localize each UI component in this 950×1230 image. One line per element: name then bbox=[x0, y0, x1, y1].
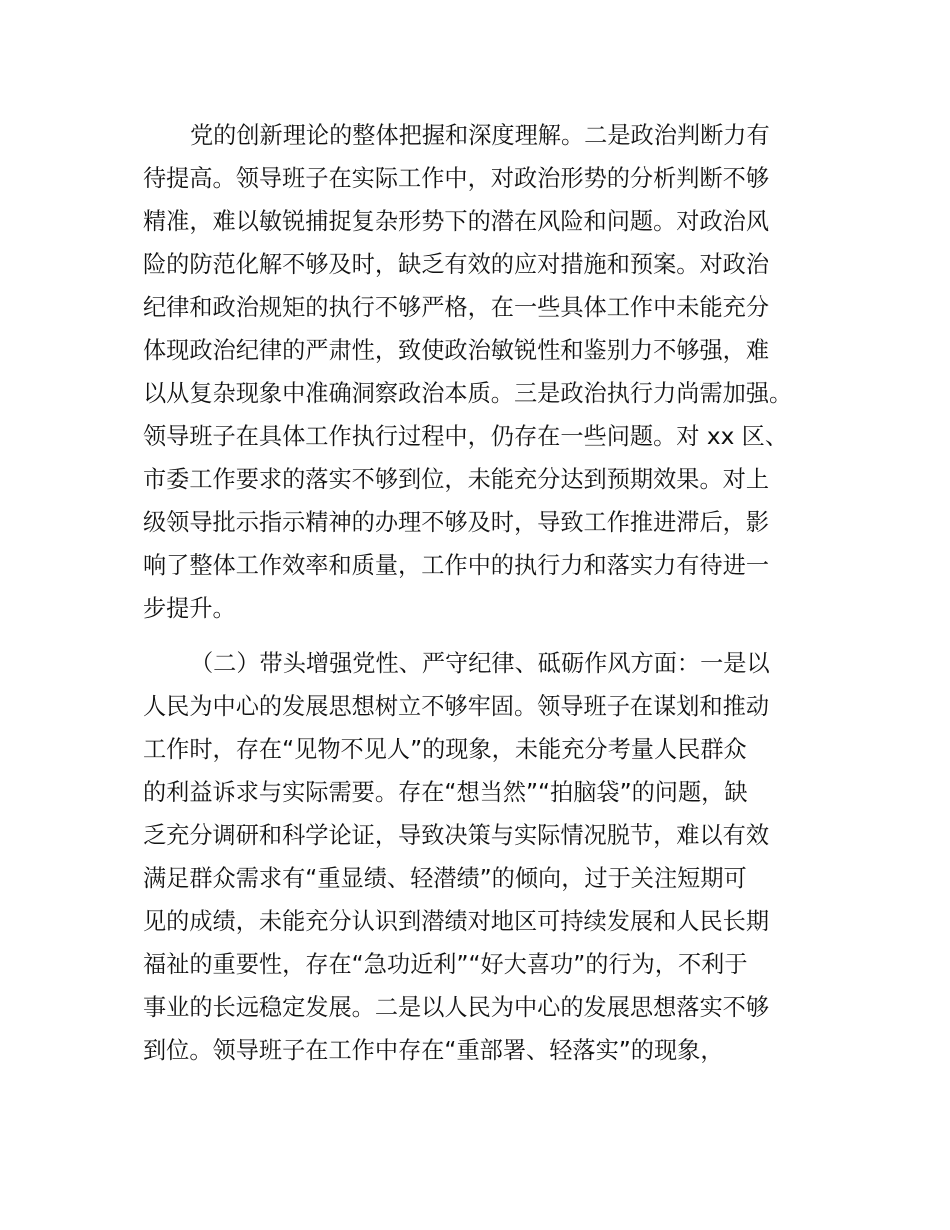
text-line: 福祉的重要性，存在“急功近利”“好大喜功”的行为，不利于 bbox=[143, 951, 748, 978]
text-line: 到位。领导班子在工作中存在“重部署、轻落实”的现象， bbox=[143, 1037, 724, 1064]
text-line: 体现政治纪律的严肃性，致使政治敏锐性和鉴别力不够强，难 bbox=[143, 337, 770, 364]
text-line: 险的防范化解不够及时，缺乏有效的应对措施和预案。对政治 bbox=[143, 251, 770, 278]
text-line: 工作时，存在“见物不见人”的现象，未能充分考量人民群众 bbox=[143, 736, 747, 763]
text-line: 待提高。领导班子在实际工作中，对政治形势的分析判断不够 bbox=[143, 165, 770, 192]
text-line: 级领导批示指示精神的办理不够及时，导致工作推进滞后，影 bbox=[143, 509, 770, 536]
text-line: 党的创新理论的整体把握和深度理解。二是政治判断力有 bbox=[190, 122, 770, 149]
text-line: 市委工作要求的落实不够到位，未能充分达到预期效果。对上 bbox=[143, 466, 770, 493]
text-line: 见的成绩，未能充分认识到潜绩对地区可持续发展和人民长期 bbox=[143, 908, 770, 935]
text-line: 步提升。 bbox=[143, 595, 236, 622]
text-line: 的利益诉求与实际需要。存在“想当然”“拍脑袋”的问题，缺 bbox=[143, 779, 748, 806]
text-line: （二）带头增强党性、严守纪律、砥砺作风方面：一是以 bbox=[190, 650, 770, 677]
text-line: 领导班子在具体工作执行过程中，仍存在一些问题。对 xx 区、 bbox=[143, 423, 789, 450]
text-line: 以从复杂现象中准确洞察政治本质。三是政治执行力尚需加强。 bbox=[143, 380, 793, 407]
text-line: 事业的长远稳定发展。二是以人民为中心的发展思想落实不够 bbox=[143, 994, 770, 1021]
text-line: 满足群众需求有“重显绩、轻潜绩”的倾向，过于关注短期可 bbox=[143, 865, 747, 892]
text-line: 精准，难以敏锐捕捉复杂形势下的潜在风险和问题。对政治风 bbox=[143, 208, 770, 235]
text-line: 乏充分调研和科学论证，导致决策与实际情况脱节，难以有效 bbox=[143, 822, 770, 849]
text-line: 人民为中心的发展思想树立不够牢固。领导班子在谋划和推动 bbox=[143, 693, 770, 720]
text-line: 纪律和政治规矩的执行不够严格，在一些具体工作中未能充分 bbox=[143, 294, 770, 321]
text-line: 响了整体工作效率和质量，工作中的执行力和落实力有待进一 bbox=[143, 552, 770, 579]
